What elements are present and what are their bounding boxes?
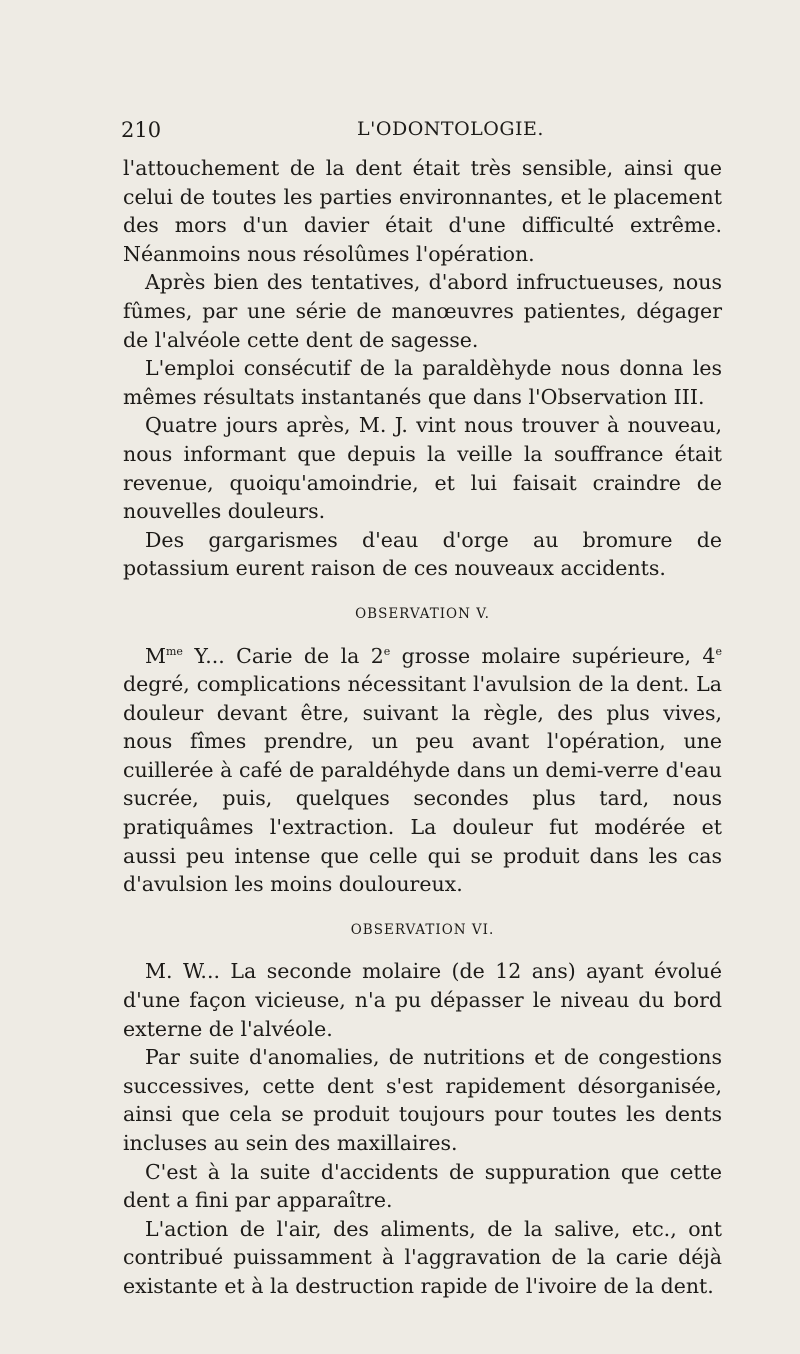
paragraph: Par suite d'anomalies, de nutritions et de congestions successives, cette dent s'est rapidement désorganisée, ainsi que cela se produit toujours pour toutes les dents incluses au sein des maxillaires. [123,1045,722,1155]
section-heading-observation-vi: OBSERVATION VI. [350,921,495,938]
body-text [123,154,722,1301]
text-run: degré, complications nécessitant l'avulsion de la dent. La douleur devant être, suivant la règle, des plus vives, nous fîmes prendre, un peu avant l'opération, une cuillerée à café de paraldéhyde dans un demi-verre d'eau sucrée, puis, quelques secondes plus tard, nous pratiquâmes l'extraction. La douleur fut modérée et aussi peu intense que celle qui se produit dans les cas d'avulsion les moins douloureux. [123,672,722,897]
paragraph: Quatre jours après, M. J. vint nous trouver à nouveau, nous informant que depuis la veille la souffrance était revenue, quoiqu'amoindrie, et lui faisait craindre de nouvelles douleurs. [123,413,722,524]
superscript: e [715,644,722,658]
superscript: me [166,644,183,658]
paragraph: L'action de l'air, des aliments, de la salive, etc., ont contribué puissamment à l'aggravation de la carie déjà existante et à la destruction rapide de l'ivoire de la dent. [123,1216,722,1298]
section-heading-observation-v: OBSERVATION V. [355,605,490,622]
paragraph: Après bien des tentatives, d'abord infructueuses, nous fûmes, par une série de manœuvres patientes, dégager de l'alvéole cette dent de sagesse. [123,270,722,352]
paragraph: C'est à la suite d'accidents de suppuration que cette dent a fini par apparaître. [123,1159,722,1213]
paragraph: M. W... La seconde molaire (de 12 ans) ayant évolué d'une façon vicieuse, n'a pu dépasser le niveau du bord externe de l'alvéole. [123,959,722,1041]
paragraph: L'emploi consécutif de la paraldèhyde nous donna les mêmes résultats instantanés que dans l'Observation III. [123,356,722,409]
text-run: Y... Carie de la 2 [182,643,384,668]
salutation: M [145,643,166,668]
text-run: grosse molaire supérieure, 4 [390,643,716,668]
superscript: e [383,644,391,658]
paragraph: l'attouchement de la dent était très sensible, ainsi que celui de toutes les parties environnantes, et le placement des mors d'un davier était d'une difficulté extrême. Néanmoins nous résolûmes l'opération. [123,156,722,266]
running-title: L'ODONTOLOGIE. [357,118,544,140]
page-header [121,118,720,148]
page-number: 210 [121,118,162,142]
paragraph [123,642,722,899]
paragraph: Des gargarismes d'eau d'orge au bromure de potassium eurent raison de ces nouveaux accidents. [123,527,722,581]
